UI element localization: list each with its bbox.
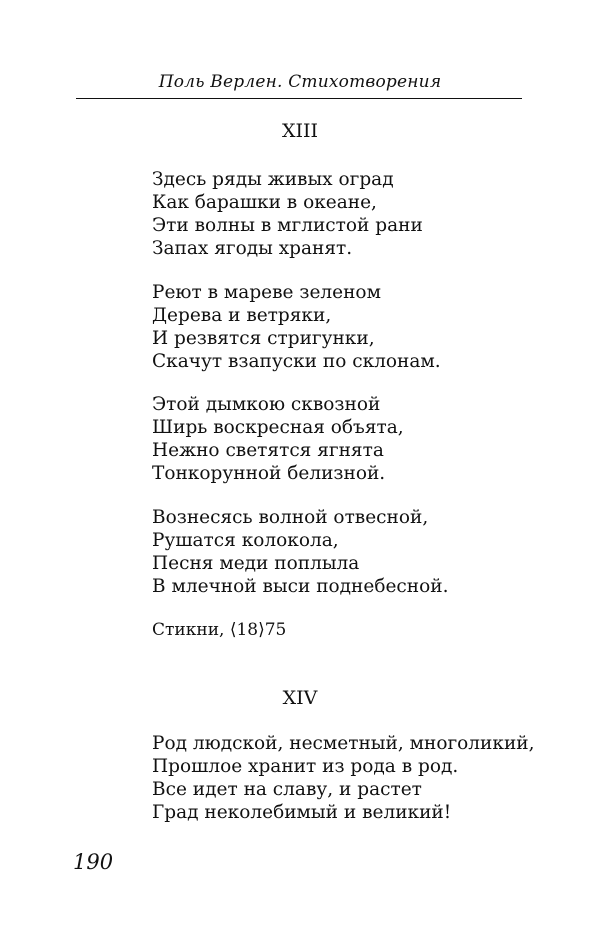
- page-number: 190: [73, 850, 114, 874]
- verse-line: Все идет на славу, и растет: [152, 779, 422, 800]
- poem-number-xiv: XIV: [282, 687, 318, 709]
- verse-line: Запах ягоды хранят.: [152, 238, 353, 259]
- poem-xiii-stanza-4: [152, 506, 448, 598]
- verse-line: Вознесясь волной отвесной,: [152, 507, 429, 528]
- verse-line: И резвятся стригунки,: [152, 328, 375, 349]
- verse-line: В млечной выси поднебесной.: [152, 576, 449, 597]
- verse-line: Тонкорунной белизной.: [152, 463, 386, 484]
- poem-xiii-stanza-1: [152, 168, 423, 260]
- verse-line: Этой дымкою сквозной: [152, 394, 381, 415]
- verse-line: Дерева и ветряки,: [152, 305, 332, 326]
- verse-line: Скачут взапуски по склонам.: [152, 351, 441, 372]
- poem-xiii-stanza-3: [152, 393, 404, 485]
- verse-line: Род людской, несметный, многоликий,: [152, 733, 535, 754]
- verse-line: Эти волны в мглистой рани: [152, 215, 423, 236]
- verse-line: Песня меди поплыла: [152, 553, 360, 574]
- poem-number-xiii: XIII: [281, 120, 319, 142]
- verse-line: Здесь ряды живых оград: [152, 169, 394, 190]
- verse-line: Ширь воскресная объята,: [152, 417, 404, 438]
- verse-line: Нежно светятся ягнята: [152, 440, 384, 461]
- verse-line: Как барашки в океане,: [152, 192, 377, 213]
- poem-xiv-stanza-1: [152, 732, 535, 824]
- verse-line: Град неколебимый и великий!: [152, 802, 452, 823]
- header-rule: [76, 98, 522, 99]
- running-head-title: Поль Верлен. Стихотворения: [158, 72, 442, 92]
- verse-line: Прошлое хранит из рода в род.: [152, 756, 459, 777]
- verse-line: Реют в мареве зеленом: [152, 282, 381, 303]
- poem-xiii-signature: Стикни, ⟨18⟩75: [152, 620, 287, 640]
- verse-line: Рушатся колокола,: [152, 530, 339, 551]
- poem-xiii-stanza-2: [152, 281, 441, 373]
